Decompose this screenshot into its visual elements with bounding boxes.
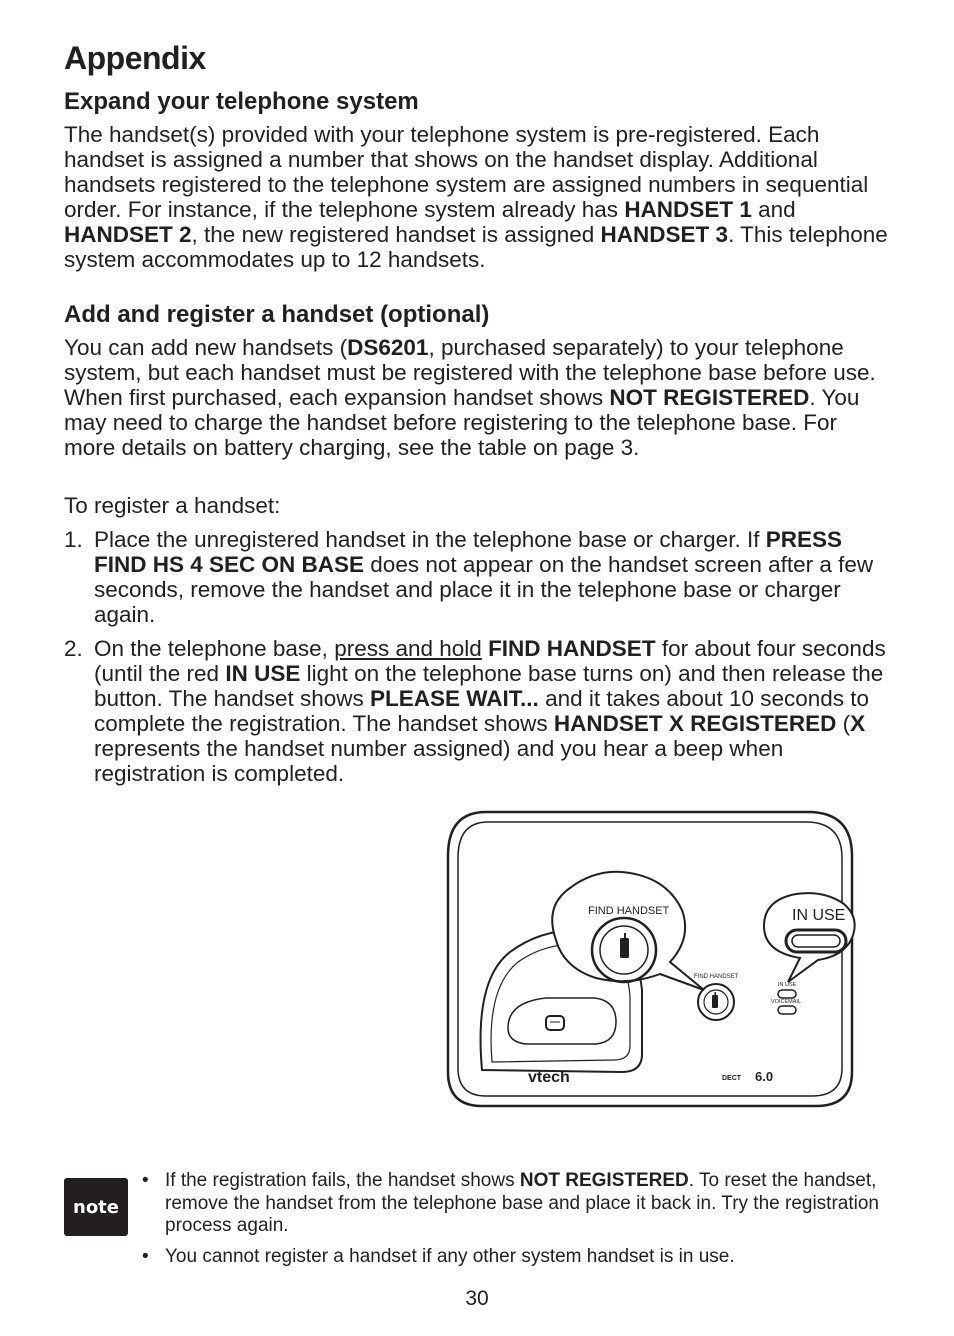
find-handset-label-small: FIND HANDSET <box>694 974 739 980</box>
text: Place the unregistered handset in the telephone base or charger. If <box>94 527 766 552</box>
text: If the registration fails, the handset shows <box>165 1170 520 1191</box>
section-expand-paragraph <box>64 122 894 272</box>
text: The handset(s) provided with your telephone system is pre-registered. Each handset is assigned a number that shows on the handset display. Additional handsets registered to the telephone system are assigned numbers in sequential order. For instance, if the telephone system already has <box>64 122 869 222</box>
note-badge: note <box>64 1178 128 1236</box>
text-bold: DS6201 <box>347 335 429 360</box>
text-bold: PRESS FIND HS 4 SEC ON BASE <box>94 527 842 577</box>
text-bold: NOT REGISTERED <box>609 385 810 410</box>
text: You can add new handsets ( <box>64 335 348 360</box>
telephone-base-illustration <box>446 810 856 1108</box>
text-bold: IN USE <box>225 661 301 686</box>
page-title: Appendix <box>64 40 206 76</box>
text-bold: HANDSET 3 <box>600 222 729 247</box>
text-bold: FIND HANDSET <box>488 636 656 661</box>
section-heading-expand: Expand your telephone system <box>64 88 419 115</box>
cradle-pocket <box>508 998 616 1044</box>
text: and it takes about 10 seconds to complete the registration. The handset shows <box>94 686 870 736</box>
text-bold: HANDSET X REGISTERED <box>553 711 837 736</box>
bullet: • <box>142 1170 149 1191</box>
brand-logo: vtech <box>528 1069 570 1086</box>
step-number: 1. <box>64 527 83 552</box>
in-use-label-small: IN USE <box>778 982 797 988</box>
text: does not appear on the handset screen after a few seconds, remove the handset and place it in the telephone base or charger again. <box>94 552 874 627</box>
text: On the telephone base, <box>94 636 335 661</box>
text: , purchased separately) to your telephone system, but each handset must be registered with the telephone base before use. When first purchased, each expansion handset shows <box>64 335 876 410</box>
text-bold: PLEASE WAIT... <box>370 686 539 711</box>
step-1 <box>64 527 894 627</box>
find-handset-label-large: FIND HANDSET <box>588 905 670 917</box>
find-handset-callout <box>552 872 704 990</box>
text-bold: NOT REGISTERED <box>519 1170 689 1191</box>
register-steps <box>64 527 894 786</box>
in-use-label-large: IN USE <box>792 907 846 924</box>
bullet: • <box>142 1245 149 1267</box>
section-heading-register: Add and register a handset (optional) <box>64 301 490 328</box>
text: represents the handset number assigned) and you hear a beep when registration is completed. <box>94 736 784 786</box>
text: . To reset the handset, remove the handset from the telephone base and place it back in. Try the registration process again. <box>165 1170 879 1236</box>
text: light on the telephone base turns on) and then release the button. The handset shows <box>94 661 884 711</box>
text: . This telephone system accommodates up to 12 handsets. <box>64 222 888 272</box>
text: , the new registered handset is assigned <box>191 222 601 247</box>
text-underlined: press and hold <box>334 636 482 661</box>
text: . You may need to charge the handset before registering to the telephone base. For more details on battery charging, see the table on page 3. <box>64 385 860 460</box>
text-bold: X <box>850 711 866 736</box>
dect-version: 6.0 <box>755 1069 774 1084</box>
text: You cannot register a handset if any other system handset is in use. <box>165 1245 735 1267</box>
step-2 <box>64 636 894 786</box>
page-number: 30 <box>465 1287 489 1310</box>
section-register-paragraph <box>64 335 894 460</box>
note-item <box>140 1246 900 1269</box>
text-bold: HANDSET 1 <box>624 197 752 222</box>
text-bold: HANDSET 2 <box>64 222 192 247</box>
text: for about four seconds (until the red <box>94 636 886 686</box>
in-use-light-small <box>778 990 796 998</box>
voicemail-light-small <box>778 1006 796 1014</box>
step-number: 2. <box>64 636 83 661</box>
dect-label: DECT <box>722 1075 742 1082</box>
charge-contact <box>546 1016 564 1030</box>
note-list <box>140 1170 900 1276</box>
text: and <box>751 197 796 222</box>
text: ( <box>836 711 851 736</box>
note-item <box>140 1170 900 1238</box>
voicemail-label-small: VOICEMAIL <box>771 999 801 1005</box>
register-intro: To register a handset: <box>64 493 281 518</box>
